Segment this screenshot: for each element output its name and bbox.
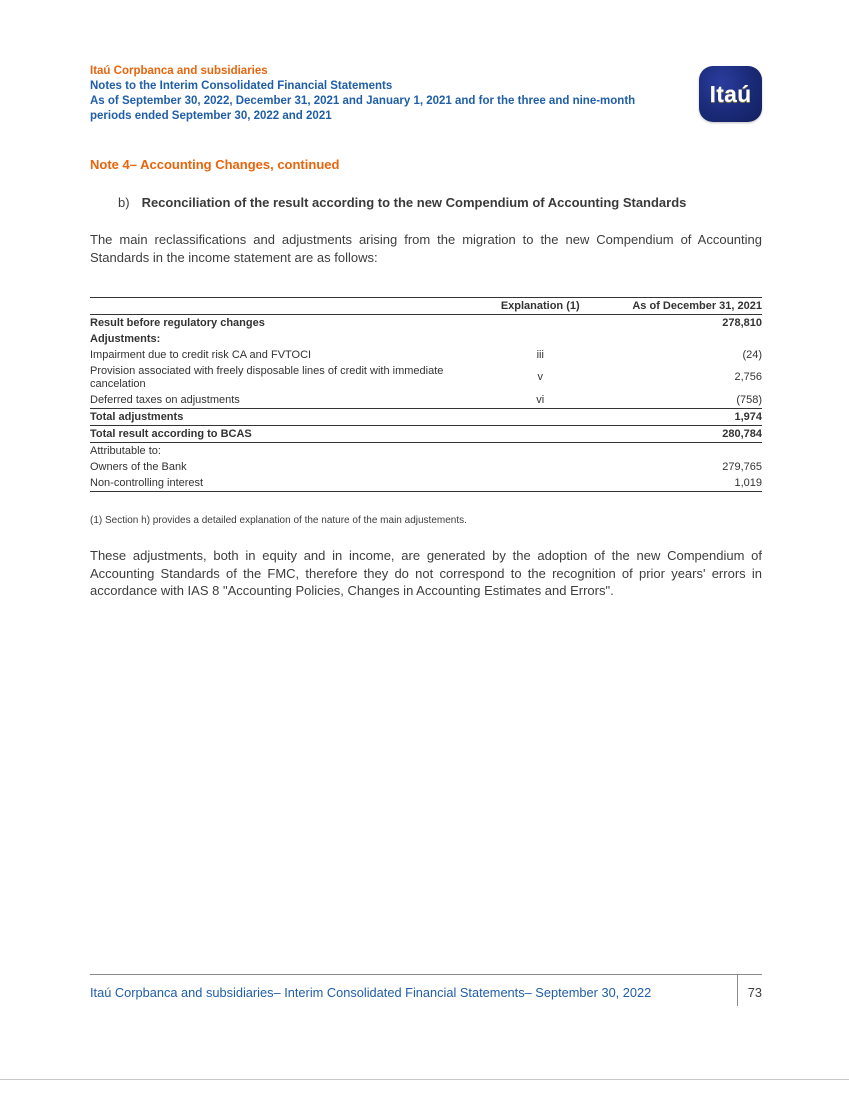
table-head [90, 298, 762, 315]
row-explanation: iii [536, 348, 544, 361]
intro-paragraph: The main reclassifications and adjustments arising from the migration to the new Compendium of Accounting Standards in the income statement are as follows: [90, 232, 762, 265]
row-explanation [480, 475, 601, 492]
row-explanation [480, 459, 601, 475]
table-row [90, 459, 762, 475]
itau-logo [699, 66, 762, 122]
table-row [90, 443, 762, 460]
row-value: 1,019 [601, 475, 762, 492]
header-period: As of September 30, 2022, December 31, 2021 and January 1, 2021 and for the three and nine-month periods ended September 30, 2022 and 2021 [90, 95, 636, 122]
table-row [90, 331, 762, 347]
footnote: (1) Section h) provides a detailed explanation of the nature of the main adjustements. [90, 515, 467, 526]
table-row [90, 363, 762, 392]
header-doc-title: Notes to the Interim Consolidated Financial Statements [90, 80, 393, 92]
table-row [90, 426, 762, 443]
footer-text: Itaú Corpbanca and subsidiaries– Interim Consolidated Financial Statements– September 30, 2022 [90, 985, 652, 1000]
section-heading [118, 195, 762, 210]
closing-paragraph: These adjustments, both in equity and in income, are generated by the adoption of the new Compendium of Accounting Standards of the FMC, therefore they do not correspond to the recognition of prior years' errors in accordance with IAS 8 "Accounting Policies, Changes in Accounting Estimates and Errors". [90, 548, 762, 598]
row-value: 2,756 [734, 371, 762, 383]
row-explanation [480, 409, 601, 426]
row-explanation [480, 443, 601, 460]
row-label: Non-controlling interest [90, 475, 480, 492]
row-value: 278,810 [722, 316, 762, 329]
row-label: Owners of the Bank [90, 460, 187, 473]
document-footer [90, 974, 762, 1006]
table-row [90, 475, 762, 492]
row-label: Attributable to: [90, 444, 161, 457]
table-row [90, 409, 762, 426]
table-header-explanation: Explanation (1) [480, 298, 601, 315]
row-value: 280,784 [601, 426, 762, 443]
header-text-block [90, 64, 668, 124]
table-row [90, 392, 762, 409]
table-row [90, 315, 762, 332]
row-explanation: vi [480, 392, 601, 409]
row-value [601, 331, 762, 347]
row-value [601, 443, 762, 460]
table-header-empty [90, 298, 480, 315]
reconciliation-table [90, 297, 762, 492]
footer-row [90, 975, 762, 1006]
row-label: Total adjustments [90, 409, 480, 426]
row-explanation [480, 331, 601, 347]
section-letter: b) [118, 195, 130, 210]
row-label: Provision associated with freely disposable lines of credit with immediate cancelation [90, 364, 444, 390]
row-label: Impairment due to credit risk CA and FVTOCI [90, 348, 312, 361]
row-value: (24) [742, 348, 762, 361]
table-body [90, 315, 762, 492]
row-label: Adjustments: [90, 332, 161, 345]
row-value: (758) [601, 392, 762, 409]
row-label: Deferred taxes on adjustments [90, 392, 480, 409]
document-header [90, 64, 762, 124]
itau-logo-text: Itaú [709, 80, 752, 107]
row-explanation [480, 426, 601, 443]
row-label: Result before regulatory changes [90, 316, 265, 329]
section-title: Reconciliation of the result according to the new Compendium of Accounting Standards [141, 195, 687, 210]
row-value: 1,974 [601, 409, 762, 426]
row-label: Total result according to BCAS [90, 426, 480, 443]
table-row [90, 347, 762, 363]
row-value: 279,765 [722, 460, 762, 473]
table-header-date: As of December 31, 2021 [601, 298, 762, 315]
header-company: Itaú Corpbanca and subsidiaries [90, 65, 268, 77]
page-bottom-divider [0, 1079, 849, 1080]
row-explanation: v [537, 371, 543, 383]
row-explanation [480, 315, 601, 332]
page-number: 73 [737, 975, 762, 1006]
note-title: Note 4– Accounting Changes, continued [90, 157, 340, 172]
table-header-row [90, 298, 762, 315]
